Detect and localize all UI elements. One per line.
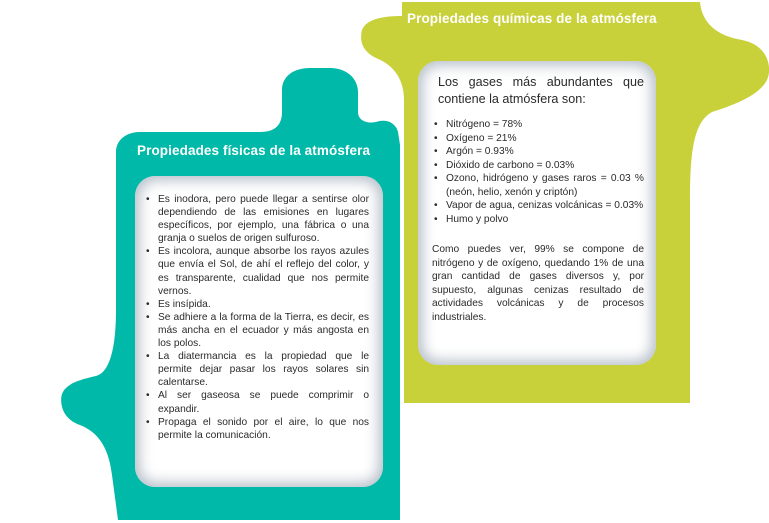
gas-item-nitrogen: • Nitrógeno = 78% xyxy=(434,118,644,132)
chemical-properties-card xyxy=(418,61,656,365)
chemical-intro: Los gases más abundantes que contiene la atmósfera son: xyxy=(438,75,644,106)
gas-item-vapor: • Vapor de agua, cenizas volcánicas = 0.03% xyxy=(434,199,644,213)
gas-item-argon: • Argón = 0.93% xyxy=(434,145,644,159)
physical-item-color: • Es incolora, aunque absorbe los rayos azules que envía el Sol, de ahí el reflejo del color, y es transparente, cualidad que nos permite vernos. xyxy=(146,245,369,297)
physical-properties-card xyxy=(135,176,383,487)
gas-item-oxygen: • Oxígeno = 21% xyxy=(434,132,644,146)
gas-item-co2: • Dióxido de carbono = 0.03% xyxy=(434,159,644,173)
gas-item-smoke: • Humo y polvo xyxy=(434,213,644,227)
gas-item-ozone: • Ozono, hidrógeno y gases raros = 0.03 % (neón, helio, xenón y criptón) xyxy=(434,172,644,199)
physical-item-taste: • Es insípida. xyxy=(146,298,369,311)
physical-item-sound: • Propaga el sonido por el aire, lo que nos permite la comunicación. xyxy=(146,416,369,442)
gas-list xyxy=(434,118,644,226)
physical-list xyxy=(146,193,369,442)
physical-item-odor: • Es inodora, pero puede llegar a sentirse olor dependiendo de las emisiones en lugares específicos, por ejemplo, una fábrica o una granja o suelos de origen sulfuroso. xyxy=(146,193,369,245)
physical-item-compression: • Al ser gaseosa se puede comprimir o expandir. xyxy=(146,389,369,415)
physical-properties-title: Propiedades físicas de la atmósfera xyxy=(137,143,371,158)
physical-item-diathermancy: • La diatermancia es la propiedad que le permite dejar pasar los rayos solares sin calentarse. xyxy=(146,350,369,389)
chemical-properties-title: Propiedades químicas de la atmósfera xyxy=(407,11,657,26)
physical-item-shape: • Se adhiere a la forma de la Tierra, es decir, es más ancha en el ecuador y más angosta en los polos. xyxy=(146,311,369,350)
chemical-conclusion: Como puedes ver, 99% se compone de nitrógeno y de oxígeno, quedando 1% de una gran cantidad de gases diversos y, por supuesto, algunas cenizas resultado de actividades volcánicas y de procesos industriales. xyxy=(432,244,644,323)
